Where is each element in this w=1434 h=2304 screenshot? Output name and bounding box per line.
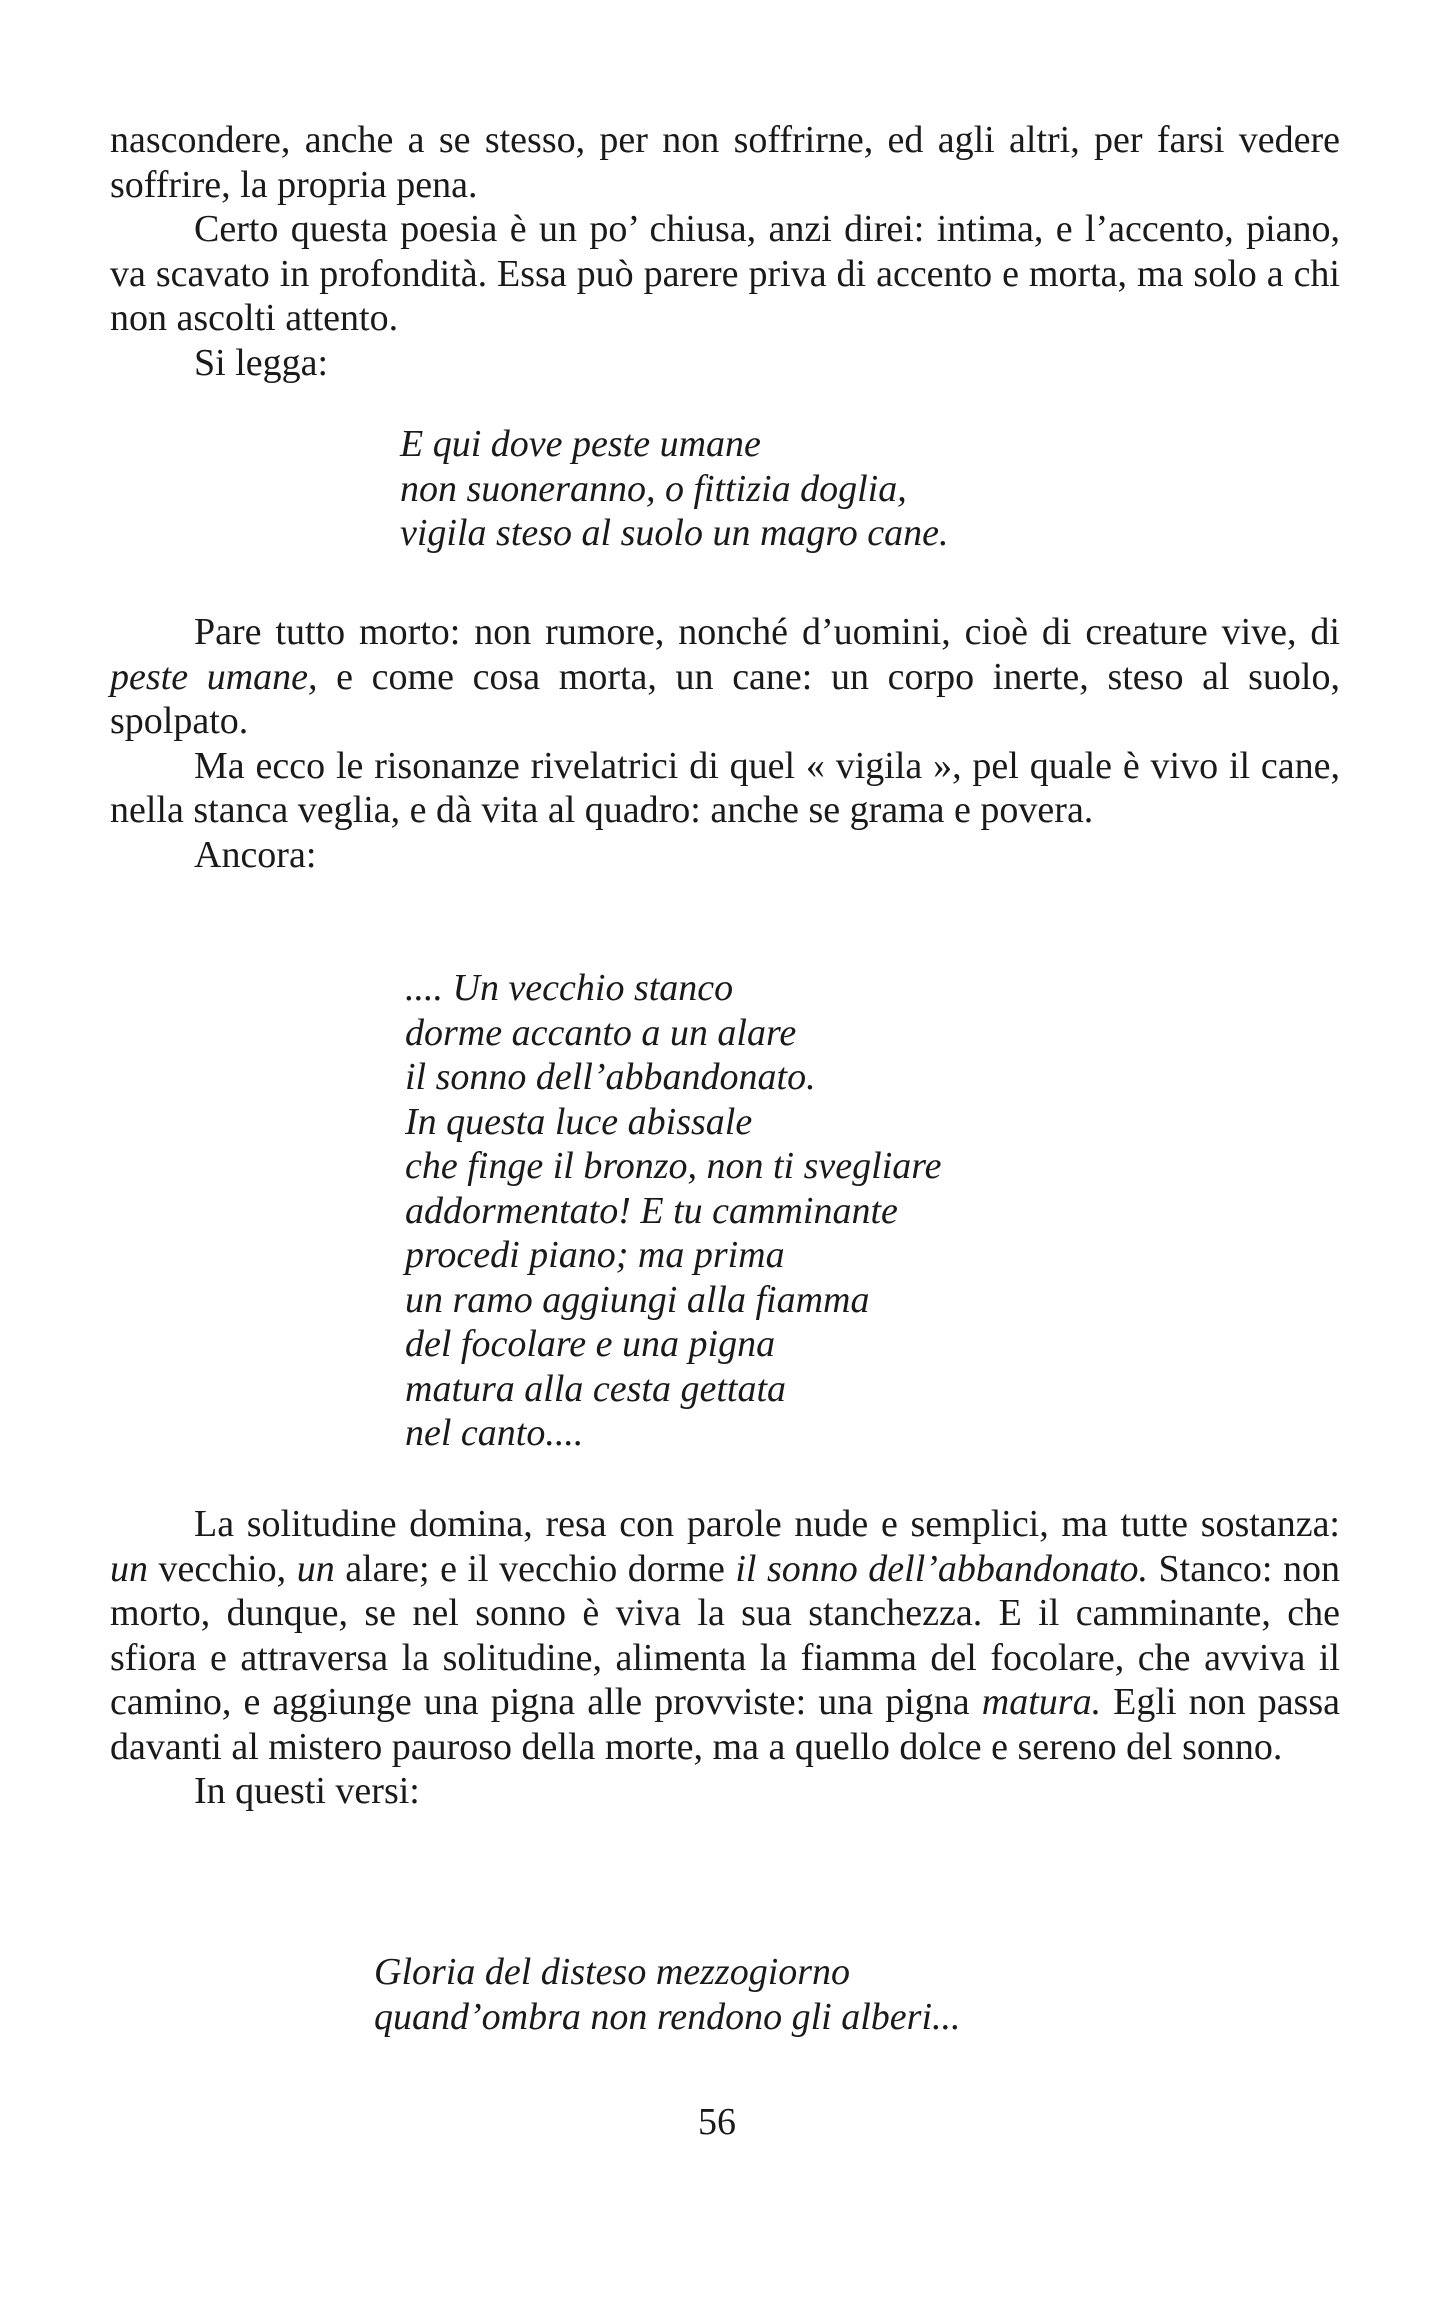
italic-run: peste umane,: [110, 655, 318, 698]
poem-line: matura alla cesta gettata: [405, 1367, 787, 1410]
text-run: Stanco: non morto, dunque, se nel sonno è viva la sua stanchezza. E il camminante, che sfiora e attraversa la solitudine, alimenta la fiamma del focolare, che avviva il camino, e aggiunge una pigna alle provviste: una pigna: [110, 1547, 1340, 1723]
poem-quote-1: [400, 422, 949, 556]
poem-line: del focolare e una pigna: [405, 1323, 776, 1365]
poem-line: E qui dove peste umane: [400, 423, 761, 465]
paragraph: [110, 610, 1340, 744]
text-run: La solitudine domina, resa con parole nude e semplici, ma tutte sostanza:: [194, 1503, 1340, 1545]
paragraph: nascondere, anche a se stesso, per non soffrirne, ed agli altri, per farsi vedere soffrire, la propria pena.: [110, 119, 1340, 206]
poem-line: che finge il bronzo, non ti svegliare: [405, 1145, 942, 1187]
paragraph: Ancora:: [194, 833, 317, 876]
text-run: alare; e il vecchio dorme: [334, 1547, 736, 1590]
poem-quote-2: [405, 966, 942, 1456]
text-run: Egli non passa davanti al mistero pauroso della morte, ma a quello dolce e sereno del sonno.: [110, 1681, 1340, 1768]
poem-line: addormentato! E tu camminante: [405, 1189, 898, 1232]
poem-line: Gloria del disteso mezzogiorno: [374, 1951, 851, 1993]
poem-line: procedi piano; ma prima: [405, 1234, 785, 1276]
poem-quote-3: [374, 1950, 961, 2039]
text-run: e come cosa morta, un cane: un corpo inerte, steso al suolo, spolpato.: [110, 655, 1340, 742]
poem-line: un ramo aggiungi alla fiamma: [405, 1278, 870, 1321]
text-block-1: [110, 118, 1340, 385]
italic-run: matura.: [981, 1681, 1102, 1723]
poem-line: quand’ombra non rendono gli alberi...: [374, 1995, 961, 2038]
paragraph: Certo questa poesia è un po’ chiusa, anzi direi: intima, e l’accento, piano, va scavato in profondità. Essa può parere priva di accento e morta, ma solo a chi non ascolti attento.: [110, 208, 1340, 339]
paragraph: Si legga:: [194, 341, 329, 384]
text-run: Pare tutto morto: non rumore, nonché d’uomini, cioè di creature vive, di: [194, 611, 1340, 653]
paragraph: In questi versi:: [194, 1770, 420, 1812]
paragraph: Ma ecco le risonanze rivelatrici di quel « vigila », pel quale è vivo il cane, nella stanca veglia, e dà vita al quadro: anche se grama e povera.: [110, 744, 1340, 831]
text-block-3: [110, 1502, 1340, 1814]
text-run: vecchio,: [148, 1547, 297, 1590]
poem-line: il sonno dell’abbandonato.: [405, 1056, 816, 1098]
poem-line: nel canto....: [405, 1412, 584, 1454]
poem-line: vigila steso al suolo un magro cane.: [400, 512, 949, 554]
poem-line: .... Un vecchio stanco: [405, 967, 734, 1009]
poem-line: non suoneranno, o fittizia doglia,: [400, 467, 907, 510]
italic-run: il sonno dell’abbandonato.: [735, 1547, 1148, 1590]
paragraph: [110, 1502, 1340, 1769]
poem-line: In questa luce abissale: [405, 1100, 753, 1143]
text-block-2: [110, 610, 1340, 877]
italic-run: un: [110, 1547, 148, 1590]
italic-run: un: [296, 1547, 335, 1590]
page-number: 56: [698, 2101, 736, 2143]
poem-line: dorme accanto a un alare: [405, 1011, 797, 1054]
